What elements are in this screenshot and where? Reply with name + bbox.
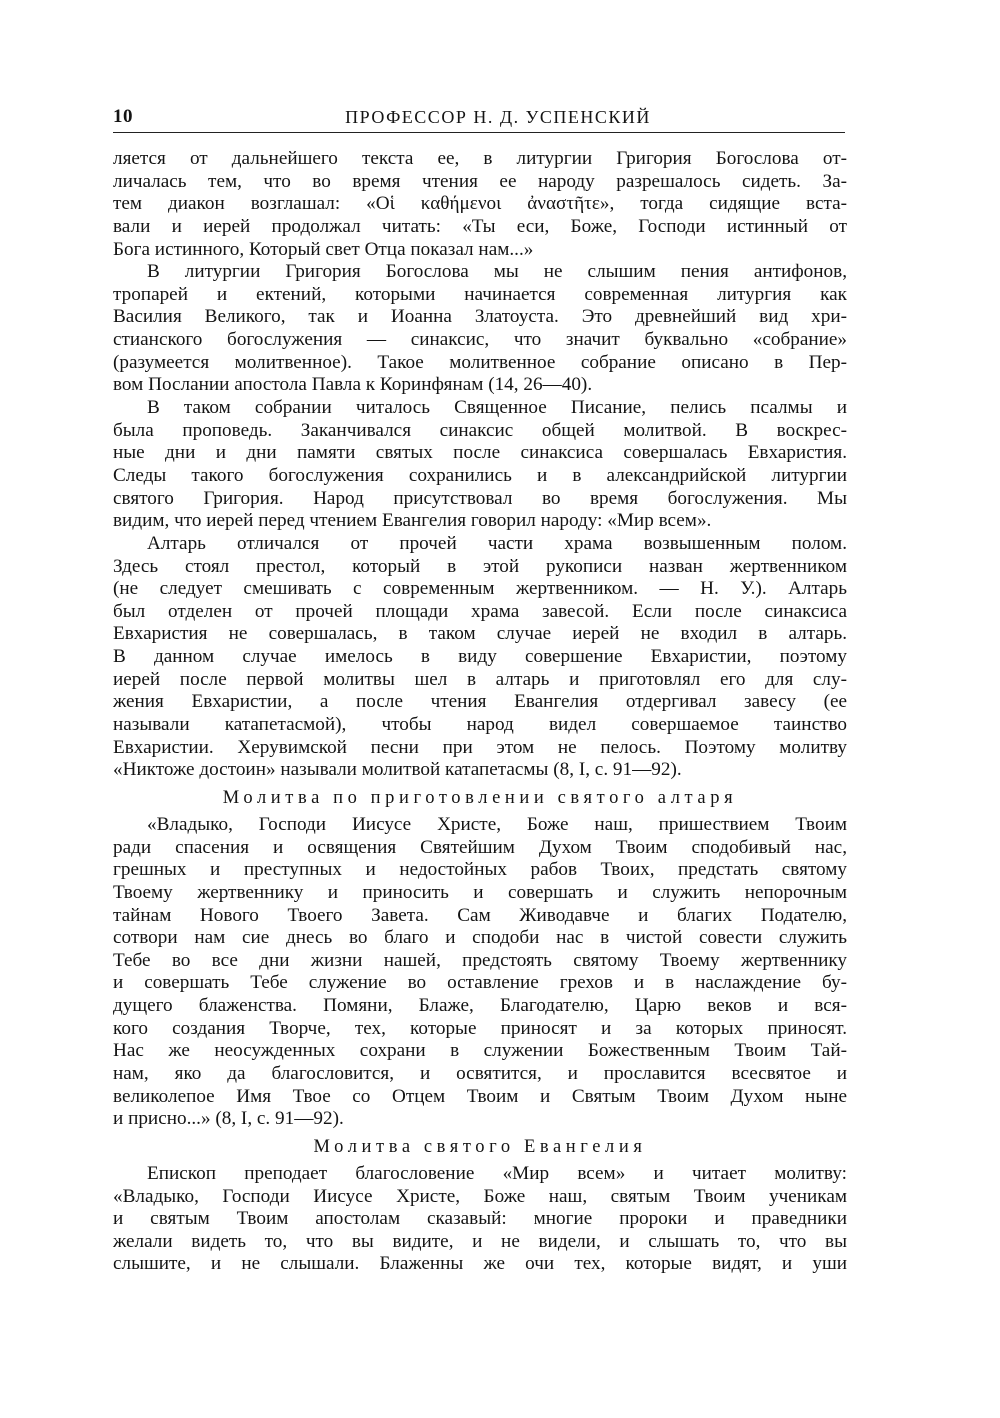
text-line: ные дни и дни памяти святых после синаксиса совершалась Евхаристия. [113,442,847,464]
text-line: Нас же неосужденных сохрани в служении Божественным Твоим Тай- [113,1040,847,1062]
text-line: В литургии Григория Богослова мы не слышим пения антифонов, [147,261,847,283]
text-line: вали и иерей продолжал читать: «Ты еси, Боже, Господи истинный от [113,215,847,237]
text-line: была проповедь. Заканчивался синаксис общей молитвой. В воскрес- [113,419,847,441]
body-text [113,148,847,1276]
text-line: Василия Великого, так и Иоанна Златоуста. Это древнейший вид хри- [113,306,847,328]
text-line: Евхаристии. Херувимской песни при этом не пелось. Поэтому молитву [113,736,847,758]
text-line: нам, яко да благословится, и освятится, и прославится всесвятое и [113,1062,847,1084]
text-line: (не следует смешивать с современным жертвенником. — Н. У.). Алтарь [113,578,847,600]
text-line: вом Послании апостола Павла к Коринфянам (14, 26—40). [113,374,593,396]
text-line: стианского богослужения — синаксис, что значит буквально «собрание» [113,329,847,351]
text-line: и святым Твоим апостолам сказавый: многие пророки и праведники [113,1208,847,1230]
text-line: личалась тем, что во время чтения ее народу разрешалось сидеть. За- [113,170,847,192]
text-line: видим, что иерей перед чтением Евангелия говорил народу: «Мир всем». [113,510,712,532]
text-line: Твоему жертвеннику и приносить и совершать и служить непорочным [113,881,847,903]
text-line: Следы такого богослужения сохранились и в александрийской литургии [113,464,847,486]
text-line: Евхаристия не совершалась, в таком случае иерей не входил в алтарь. [113,623,847,645]
paragraph [113,814,847,1131]
text-line: слышите, и не слышали. Блаженны же очи тех, которые видят, и уши [113,1253,847,1275]
text-line: «Владыко, Господи Иисусе Христе, Боже наш, святым Твоим ученикам [113,1185,847,1207]
text-line: Епископ преподает благословение «Мир всем» и читает молитву: [147,1162,847,1184]
text-line: и присно...» (8, I, с. 91—92). [113,1108,344,1130]
text-line: Тебе во все дни жизни нашей, предстоять святому Твоему жертвеннику [113,949,847,971]
page-number: 10 [113,106,133,127]
text-line: был отделен от прочей площади храма завесой. Если после синаксиса [113,600,847,622]
text-line: и совершать Тебе служение во оставление грехов и в наслаждение бу- [113,972,847,994]
paragraph [113,533,847,782]
text-line: Бога истинного, Который свет Отца показал нам...» [113,238,534,260]
text-line: «Никтоже достоин» называли молитвой катапетасмы (8, I, с. 91—92). [113,759,682,781]
text-line: желали видеть то, что вы видите, и не видели, и слышать то, что вы [113,1230,847,1252]
text-line: великолепое Имя Твое со Отцем Твоим и Святым Твоим Духом ныне [113,1085,847,1107]
text-line: тайнам Нового Твоего Завета. Сам Живодавче и благих Подателю, [113,904,847,926]
text-line: В таком собрании читалось Священное Писание, пелись псалмы и [147,397,847,419]
text-line: ляется от дальнейшего текста ее, в литургии Григория Богослова от- [113,148,847,169]
text-line: «Владыко, Господи Иисусе Христе, Боже наш, пришествием Твоим [147,813,847,835]
text-line: дущего блаженства. Помяни, Блаже, Благодателю, Царю веков и вся- [113,995,847,1017]
text-line: тем диакон возглашал: «Οἱ καθήμενοι ἀναστῆτε», тогда сидящие вста- [113,193,847,215]
text-line: называли катапетасмой), чтобы народ видел совершаемое таинство [113,714,847,736]
paragraph [113,397,847,533]
section-heading: Молитва святого Евангелия [313,1136,647,1157]
text-line: святого Григория. Народ присутствовал во время богослужения. Мы [113,487,847,509]
text-line: Алтарь отличался от прочей части храма возвышенным полом. [147,532,847,554]
text-line: ради спасения и освящения Святейшим Духом Твоим сподобивый нас, [113,836,847,858]
text-line: (разумеется молитвенное). Такое молитвенное собрание описано в Пер- [113,351,847,373]
page-header [113,106,845,133]
paragraph [113,261,847,397]
section-heading: Молитва по приготовлении святого алтаря [222,787,738,808]
paragraph [113,1163,847,1276]
text-line: иерей после первой молитвы шел в алтарь и приготовлял его для слу- [113,668,847,690]
text-line: тропарей и ектений, которыми начинается современная литургия как [113,283,847,305]
text-line: В данном случае имелось в виду совершение Евхаристии, поэтому [113,646,847,668]
text-line: жения Евхаристии, а после чтения Евангелия отдергивал завесу (ее [113,691,847,713]
text-line: кого создания Творче, тех, которые приносят и за которых приносят. [113,1017,847,1039]
text-line: сотвори нам сие днесь во благо и сподоби нас в чистой совести служить [113,927,847,949]
paragraph [113,148,847,261]
text-line: Здесь стоял престол, который в этой рукописи назван жертвенником [113,555,847,577]
running-head: ПРОФЕССОР Н. Д. УСПЕНСКИЙ [345,107,651,127]
text-line: грешных и преступных и недостойных рабов Твоих, предстать святому [113,859,847,881]
